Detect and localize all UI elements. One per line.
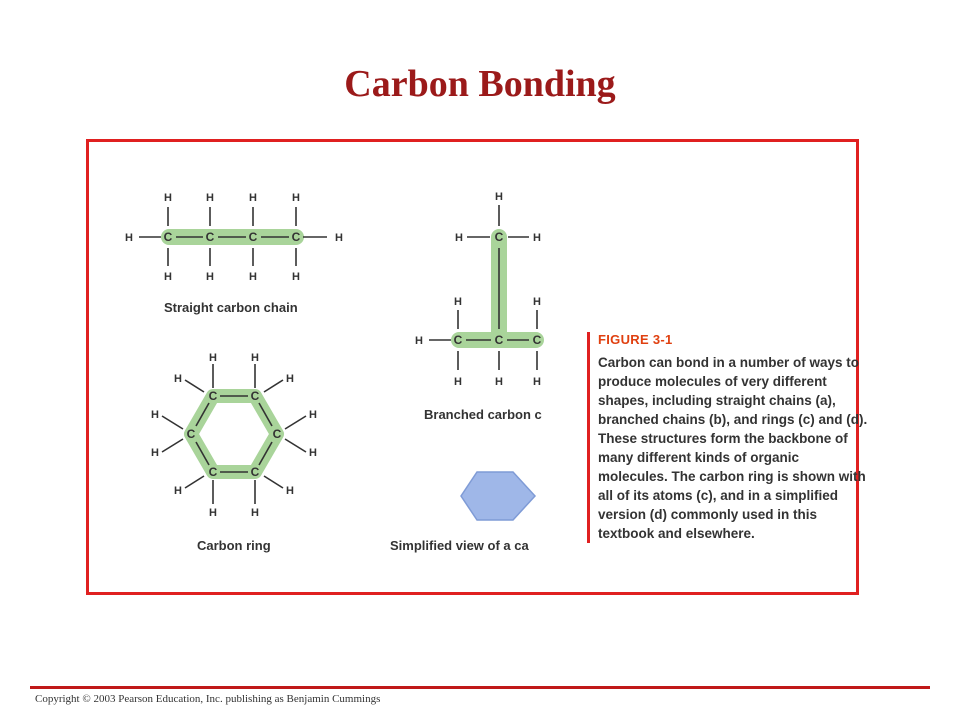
carbon-ring-highlight bbox=[191, 396, 277, 472]
hydrogen-atom: H bbox=[533, 296, 541, 308]
footer-divider bbox=[30, 686, 930, 689]
hydrogen-atom: H bbox=[454, 296, 462, 308]
hydrogen-atom: H bbox=[206, 192, 214, 204]
carbon-atom: C bbox=[186, 427, 196, 441]
slide-title: Carbon Bonding bbox=[344, 63, 616, 105]
carbon-atom: C bbox=[272, 427, 282, 441]
figure-frame bbox=[86, 139, 868, 595]
hydrogen-atom: H bbox=[251, 352, 259, 364]
branched-chain-label: Branched carbon c bbox=[424, 407, 542, 422]
hydrogen-atom: H bbox=[151, 409, 159, 421]
hydrogen-atom: H bbox=[206, 271, 214, 283]
hydrogen-atom: H bbox=[292, 271, 300, 283]
hydrogen-atom: H bbox=[533, 232, 541, 244]
hydrogen-atom: H bbox=[335, 232, 343, 244]
carbon-atom: C bbox=[163, 230, 173, 244]
simplified-ring-label: Simplified view of a ca bbox=[390, 538, 529, 553]
hydrogen-atom: H bbox=[209, 507, 217, 519]
branched-chain-diagram bbox=[415, 191, 542, 422]
hydrogen-atom: H bbox=[286, 485, 294, 497]
hydrogen-atom: H bbox=[164, 192, 172, 204]
carbon-atom: C bbox=[453, 333, 463, 347]
hydrogen-atom: H bbox=[251, 507, 259, 519]
carbon-atom: C bbox=[291, 230, 301, 244]
carbon-atom: C bbox=[250, 389, 260, 403]
hydrogen-atom: H bbox=[209, 352, 217, 364]
hydrogen-atom: H bbox=[455, 232, 463, 244]
carbon-ring-diagram bbox=[151, 352, 317, 553]
hydrogen-atom: H bbox=[164, 271, 172, 283]
hydrogen-atom: H bbox=[495, 376, 503, 388]
hydrogen-atom: H bbox=[125, 232, 133, 244]
hydrogen-atom: H bbox=[495, 191, 503, 203]
carbon-ring-label: Carbon ring bbox=[197, 538, 271, 553]
carbon-atom: C bbox=[205, 230, 215, 244]
figure-number: FIGURE 3-1 bbox=[598, 332, 673, 347]
hydrogen-atom: H bbox=[309, 409, 317, 421]
hydrogen-atom: H bbox=[151, 447, 159, 459]
hydrogen-atom: H bbox=[533, 376, 541, 388]
hydrogen-atom: H bbox=[174, 485, 182, 497]
hydrogen-atom: H bbox=[415, 335, 423, 347]
simplified-ring-diagram bbox=[390, 472, 535, 553]
carbon-atom: C bbox=[248, 230, 258, 244]
hydrogen-atom: H bbox=[249, 271, 257, 283]
hydrogen-atom: H bbox=[249, 192, 257, 204]
carbon-atom: C bbox=[208, 465, 218, 479]
carbon-atom: C bbox=[532, 333, 542, 347]
hydrogen-atom: H bbox=[286, 373, 294, 385]
copyright-notice: Copyright © 2003 Pearson Education, Inc. publishing as Benjamin Cummings bbox=[35, 693, 381, 705]
simplified-hexagon bbox=[461, 472, 535, 520]
carbon-atom: C bbox=[494, 230, 504, 244]
hydrogen-atom: H bbox=[454, 376, 462, 388]
straight-chain-diagram bbox=[125, 192, 343, 315]
carbon-atom: C bbox=[250, 465, 260, 479]
hydrogen-atom: H bbox=[174, 373, 182, 385]
hydrogen-atom: H bbox=[292, 192, 300, 204]
hydrogen-atom: H bbox=[309, 447, 317, 459]
carbon-atom: C bbox=[494, 333, 504, 347]
straight-chain-label: Straight carbon chain bbox=[164, 300, 298, 315]
figure-caption bbox=[587, 332, 868, 543]
carbon-atom: C bbox=[208, 389, 218, 403]
figure-caption-text: Carbon can bond in a number of ways to produce molecules of very different shapes, including straight chains (a), branched chains (b), and rings (c) and (d). These structures form the backbone of many different kinds of organic molecules. The carbon ring is shown with all of its atoms (c), and in a simplified version (d) commonly used in this textbook and elsewhere. bbox=[598, 355, 868, 541]
